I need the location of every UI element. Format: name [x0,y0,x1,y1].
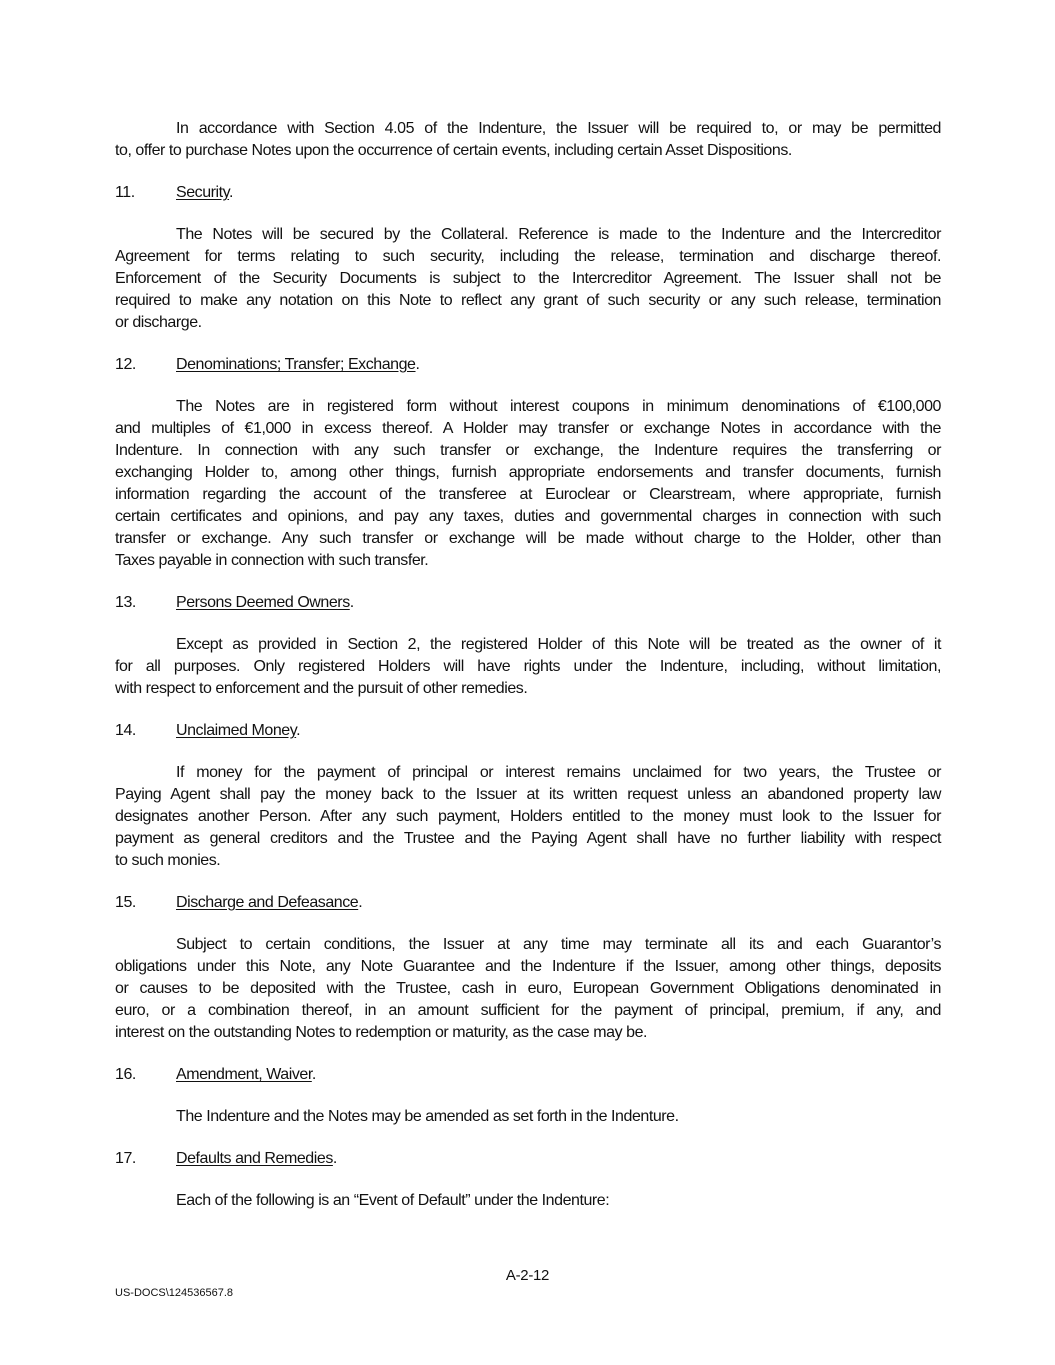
paragraph [115,224,941,334]
text-line: required to make any notation on this Note to reflect any grant of such security or any such release, termination [115,292,941,309]
text-line: Enforcement of the Security Documents is subject to the Intercreditor Agreement. The Issuer shall not be [115,270,941,287]
text-line: Except as provided in Section 2, the registered Holder of this Note will be treated as the owner of it [176,636,941,653]
text-line: Subject to certain conditions, the Issuer at any time may terminate all its and each Guarantor’s [176,936,941,953]
section-number: 12. [115,356,136,373]
text-line: obligations under this Note, any Note Guarantee and the Indenture if the Issuer, among other things, deposits [115,958,941,975]
text-line: certain certificates and opinions, and pay any taxes, duties and governmental charges in connection with such [115,508,941,525]
paragraph [115,762,941,872]
text-line: exchanging Holder to, among other things, furnish appropriate endorsements and transfer documents, furnish [115,464,941,481]
section-title: Denominations; Transfer; Exchange [176,356,416,373]
text-line: Agreement for terms relating to such security, including the release, termination and discharge thereof. [115,248,941,265]
paragraph [115,1106,941,1128]
section-title: Amendment, Waiver [176,1066,312,1083]
text-line: The Notes are in registered form without interest coupons in minimum denominations of €100,000 [176,398,941,415]
text-line: Taxes payable in connection with such transfer. [115,552,429,569]
section-title: Defaults and Remedies [176,1150,333,1167]
text-line: The Indenture and the Notes may be amended as set forth in the Indenture. [176,1108,679,1125]
section-number: 13. [115,594,136,611]
section-title: Security [176,184,230,201]
document-body [115,118,941,1232]
section-number: 17. [115,1150,136,1167]
text-line: and multiples of €1,000 in excess thereof. A Holder may transfer or exchange Notes in accordance with the [115,420,941,437]
section-title: Persons Deemed Owners [176,594,350,611]
section-heading: 14. Unclaimed Money. [115,720,941,742]
text-line: Each of the following is an “Event of Default” under the Indenture: [176,1192,610,1209]
paragraph [115,396,941,572]
section-number: 14. [115,722,136,739]
text-line: with respect to enforcement and the pursuit of other remedies. [115,680,528,697]
section-number: 15. [115,894,136,911]
text-line: or discharge. [115,314,202,331]
text-line: In accordance with Section 4.05 of the Indenture, the Issuer will be required to, or may be permitted [176,120,941,137]
section-heading: 11. Security. [115,182,941,204]
text-line: or causes to be deposited with the Trustee, cash in euro, European Government Obligations denominated in [115,980,941,997]
text-line: designates another Person. After any such payment, Holders entitled to the money must look to the Issuer for [115,808,941,825]
page-number: A-2-12 [505,1267,550,1284]
text-line: interest on the outstanding Notes to redemption or maturity, as the case may be. [115,1024,648,1041]
text-line: If money for the payment of principal or interest remains unclaimed for two years, the Trustee or [176,764,941,781]
document-id: US-DOCS\124536567.8 [115,1287,234,1299]
paragraph [115,634,941,700]
text-line: Paying Agent shall pay the money back to the Issuer at its written request unless an abandoned property law [115,786,941,803]
section-heading: 15. Discharge and Defeasance. [115,892,941,914]
text-line: The Notes will be secured by the Collateral. Reference is made to the Indenture and the Intercreditor [176,226,941,243]
text-line: euro, or a combination thereof, in an amount sufficient for the payment of principal, premium, if any, and [115,1002,941,1019]
text-line: transfer or exchange. Any such transfer or exchange will be made without charge to the Holder, other than [115,530,941,547]
section-title: Discharge and Defeasance [176,894,359,911]
text-line: to, offer to purchase Notes upon the occurrence of certain events, including certain Asset Dispositions. [115,142,792,159]
section-title: Unclaimed Money [176,722,297,739]
section-number: 16. [115,1066,136,1083]
paragraph [115,1190,941,1212]
section-heading: 16. Amendment, Waiver. [115,1064,941,1086]
section-number: 11. [115,184,135,201]
paragraph [115,118,941,162]
text-line: information regarding the account of the transferee at Euroclear or Clearstream, where appropriate, furnish [115,486,941,503]
section-heading: 13. Persons Deemed Owners. [115,592,941,614]
text-line: for all purposes. Only registered Holders will have rights under the Indenture, including, without limitation, [115,658,941,675]
section-heading: 12. Denominations; Transfer; Exchange. [115,354,941,376]
text-line: Indenture. In connection with any such transfer or exchange, the Indenture requires the transferring or [115,442,941,459]
text-line: to such monies. [115,852,221,869]
paragraph [115,934,941,1044]
section-heading: 17. Defaults and Remedies. [115,1148,941,1170]
text-line: payment as general creditors and the Trustee and the Paying Agent shall have no further liability with respect [115,830,941,847]
